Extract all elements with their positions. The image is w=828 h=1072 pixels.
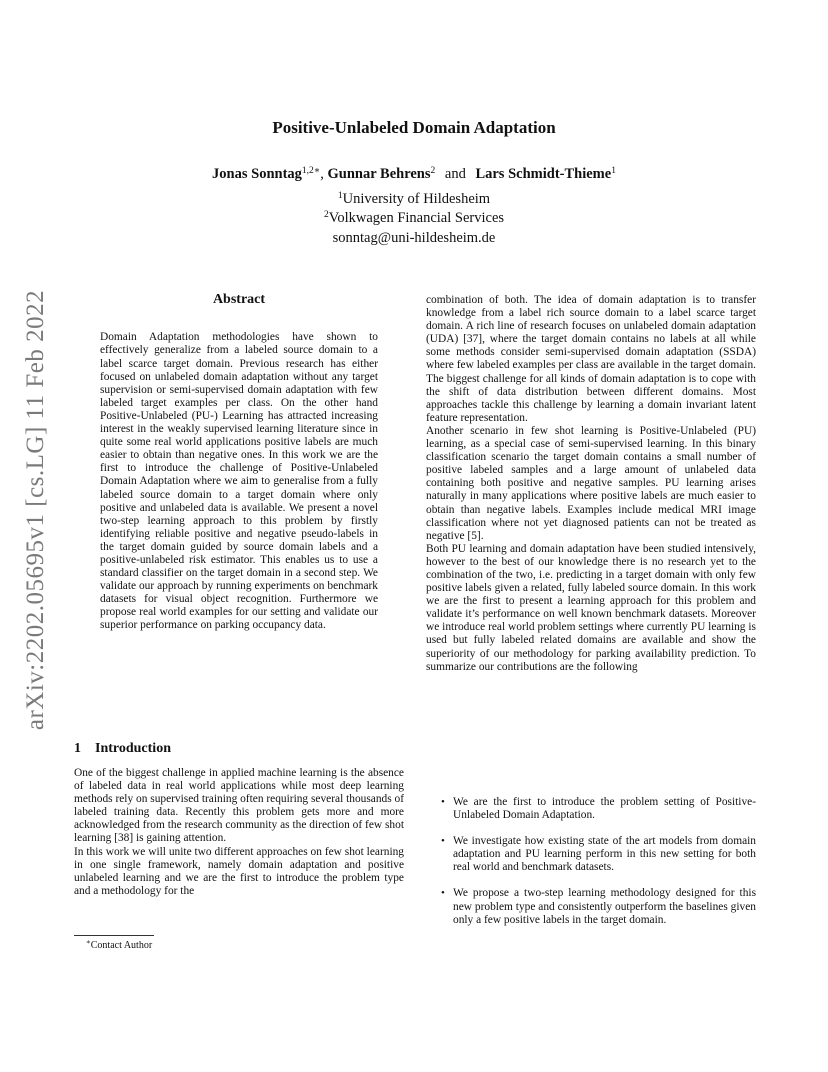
list-item-text: We investigate how existing state of the art models from domain adaptation and PU learning perform in this new setting for both real world and benchmark datasets. [453,835,756,874]
affiliation-1-text: University of Hildesheim [342,191,491,207]
author-2-name: Gunnar Behrens [327,166,431,182]
right-paragraph-3: Both PU learning and domain adaptation have been studied intensively, however to the best of our knowledge there is no research yet to the combination of the two, i.e. predicting in a target domain with only few positive labels given a related, fully labeled source domain. In this work we are the first to present a learning approach for this problem and validate it’s performance on well known benchmark datasets. Moreover we introduce real world problem settings where currently PU learning is used but fully labeled related domains are available and show the superiority of our methodology for parking availability prediction. To summarize our contributions are the following [426,542,756,673]
list-item [426,887,756,926]
author-3-marks: 1 [611,166,616,176]
author-1-marks: 1,2∗ [301,166,321,176]
footnote-text: Contact Author [90,940,153,951]
list-item-text: We propose a two-step learning methodology designed for this new problem type and consistently outperform the baselines given only a few positive labels in the target domain. [453,887,756,926]
affiliation-2 [0,210,828,227]
footnote-mark: ∗ [86,938,91,946]
right-paragraph-1: combination of both. The idea of domain adaptation is to transfer knowledge from a label rich source domain to a label scarce target domain. A rich line of research focuses on unlabeled domain adaptation (UDA) [37], where the target domain contains no labels at all while some methods consider semi-supervised domain adaptation (SSDA) where few labeled examples per class are available in the target domain. The biggest challenge for all kinds of domain adaptation is to cope with the shift of data distribution between different domains. Most approaches tackle this challenge by learning a domain invariant latent feature representation. [426,294,756,424]
intro-paragraph-2: In this work we will unite two different approaches on few shot learning in one single framework, namely domain adaptation and positive unlabeled learning and we are the first to introduce the problem type and a methodology for the [74,845,404,897]
introduction-left-column [74,767,404,898]
bullet-icon: • [441,796,445,808]
affiliation-2-mark: 2 [323,210,329,220]
affiliation-1-mark: 1 [337,191,343,201]
author-1-name: Jonas Sonntag [212,166,302,182]
author-line: Jonas Sonntag$^{1,2∗}$, Gunnar Behrens$^2$ and Lars Schmidt-Thieme$^1$ [212,166,616,182]
section-title: Introduction [95,741,171,756]
author-conjunction: and [444,166,466,182]
paper-title: Positive-Unlabeled Domain Adaptation [272,118,556,137]
bullet-icon: • [441,835,445,848]
author-email: sonntag@uni-hildesheim.de [332,230,496,246]
author-3-name: Lars Schmidt-Thieme [475,166,612,182]
intro-paragraph-1: One of the biggest challenge in applied machine learning is the absence of labeled data in real world applications while most deep learning methods rely on supervised training often requiring several thousands of labeled training data. Recently this problem gets more and more acknowledged from the research community as the direction of few shot learning [38] is gaining attention. [74,767,404,845]
list-item-text: We are the first to introduce the problem setting of Positive-Unlabeled Domain Adaptation. [453,796,756,822]
bullet-icon: • [441,887,445,900]
abstract-text: Domain Adaptation methodologies have shown to effectively generalize from a labeled source domain to a label scarce target domain. Previous research has either focused on unlabeled domain adaptation without any target supervision or semi-supervised domain adaptation with few labeled target examples per class. On the other hand Positive-Unlabeled (PU-) Learning has attracted increasing interest in the weakly supervised learning literature since in quite some real world applications positive labels are much easier to obtain than negative ones. In this work we are the first to introduce the challenge of Positive-Unlabeled Domain Adaptation where we aim to generalise from a fully labeled source domain to a target domain where only positive and unlabeled data is available. We present a novel two-step learning approach to this problem by firstly identifying reliable positive and negative pseudo-labels in the target domain guided by source domain labels and a positive-unlabeled risk estimator. This enables us to use a standard classifier on the target domain in a second step. We validate our approach by running experiments on benchmark datasets for visual object recognition. Furthermore we propose real world examples for our setting and validate our superior performance on parking occupancy data. [100,331,378,632]
list-item [426,796,756,822]
arxiv-identifier: arXiv:2202.05695v1 [cs.LG] 11 Feb 2022 [22,289,49,731]
affiliation-2-text: Volkwagen Financial Services [328,210,505,226]
author-2-marks: 2 [430,166,436,176]
right-paragraph-2: Another scenario in few shot learning is Positive-Unlabeled (PU) learning, as a special case of semi-supervised learning. In this binary classification scenario the target domain contains a small number of positive labeled samples and a large amount of unlabeled data containing both positive and negative samples. PU learning arises naturally in many applications where positive labels are much easier to obtain than negative labels. Examples include medical MRI image classification where not yet diagnosed patients can not be treated as negative [5]. [426,424,756,542]
abstract-heading: Abstract [212,292,266,307]
right-column-text [426,294,756,674]
section-heading-introduction [74,741,171,757]
footnote-rule [74,935,154,936]
section-number: 1 [74,741,81,756]
list-item [426,835,756,874]
contributions-list [426,796,756,940]
footnote [86,940,152,951]
affiliation-1 [0,191,828,208]
arxiv-sidebar [12,250,60,770]
